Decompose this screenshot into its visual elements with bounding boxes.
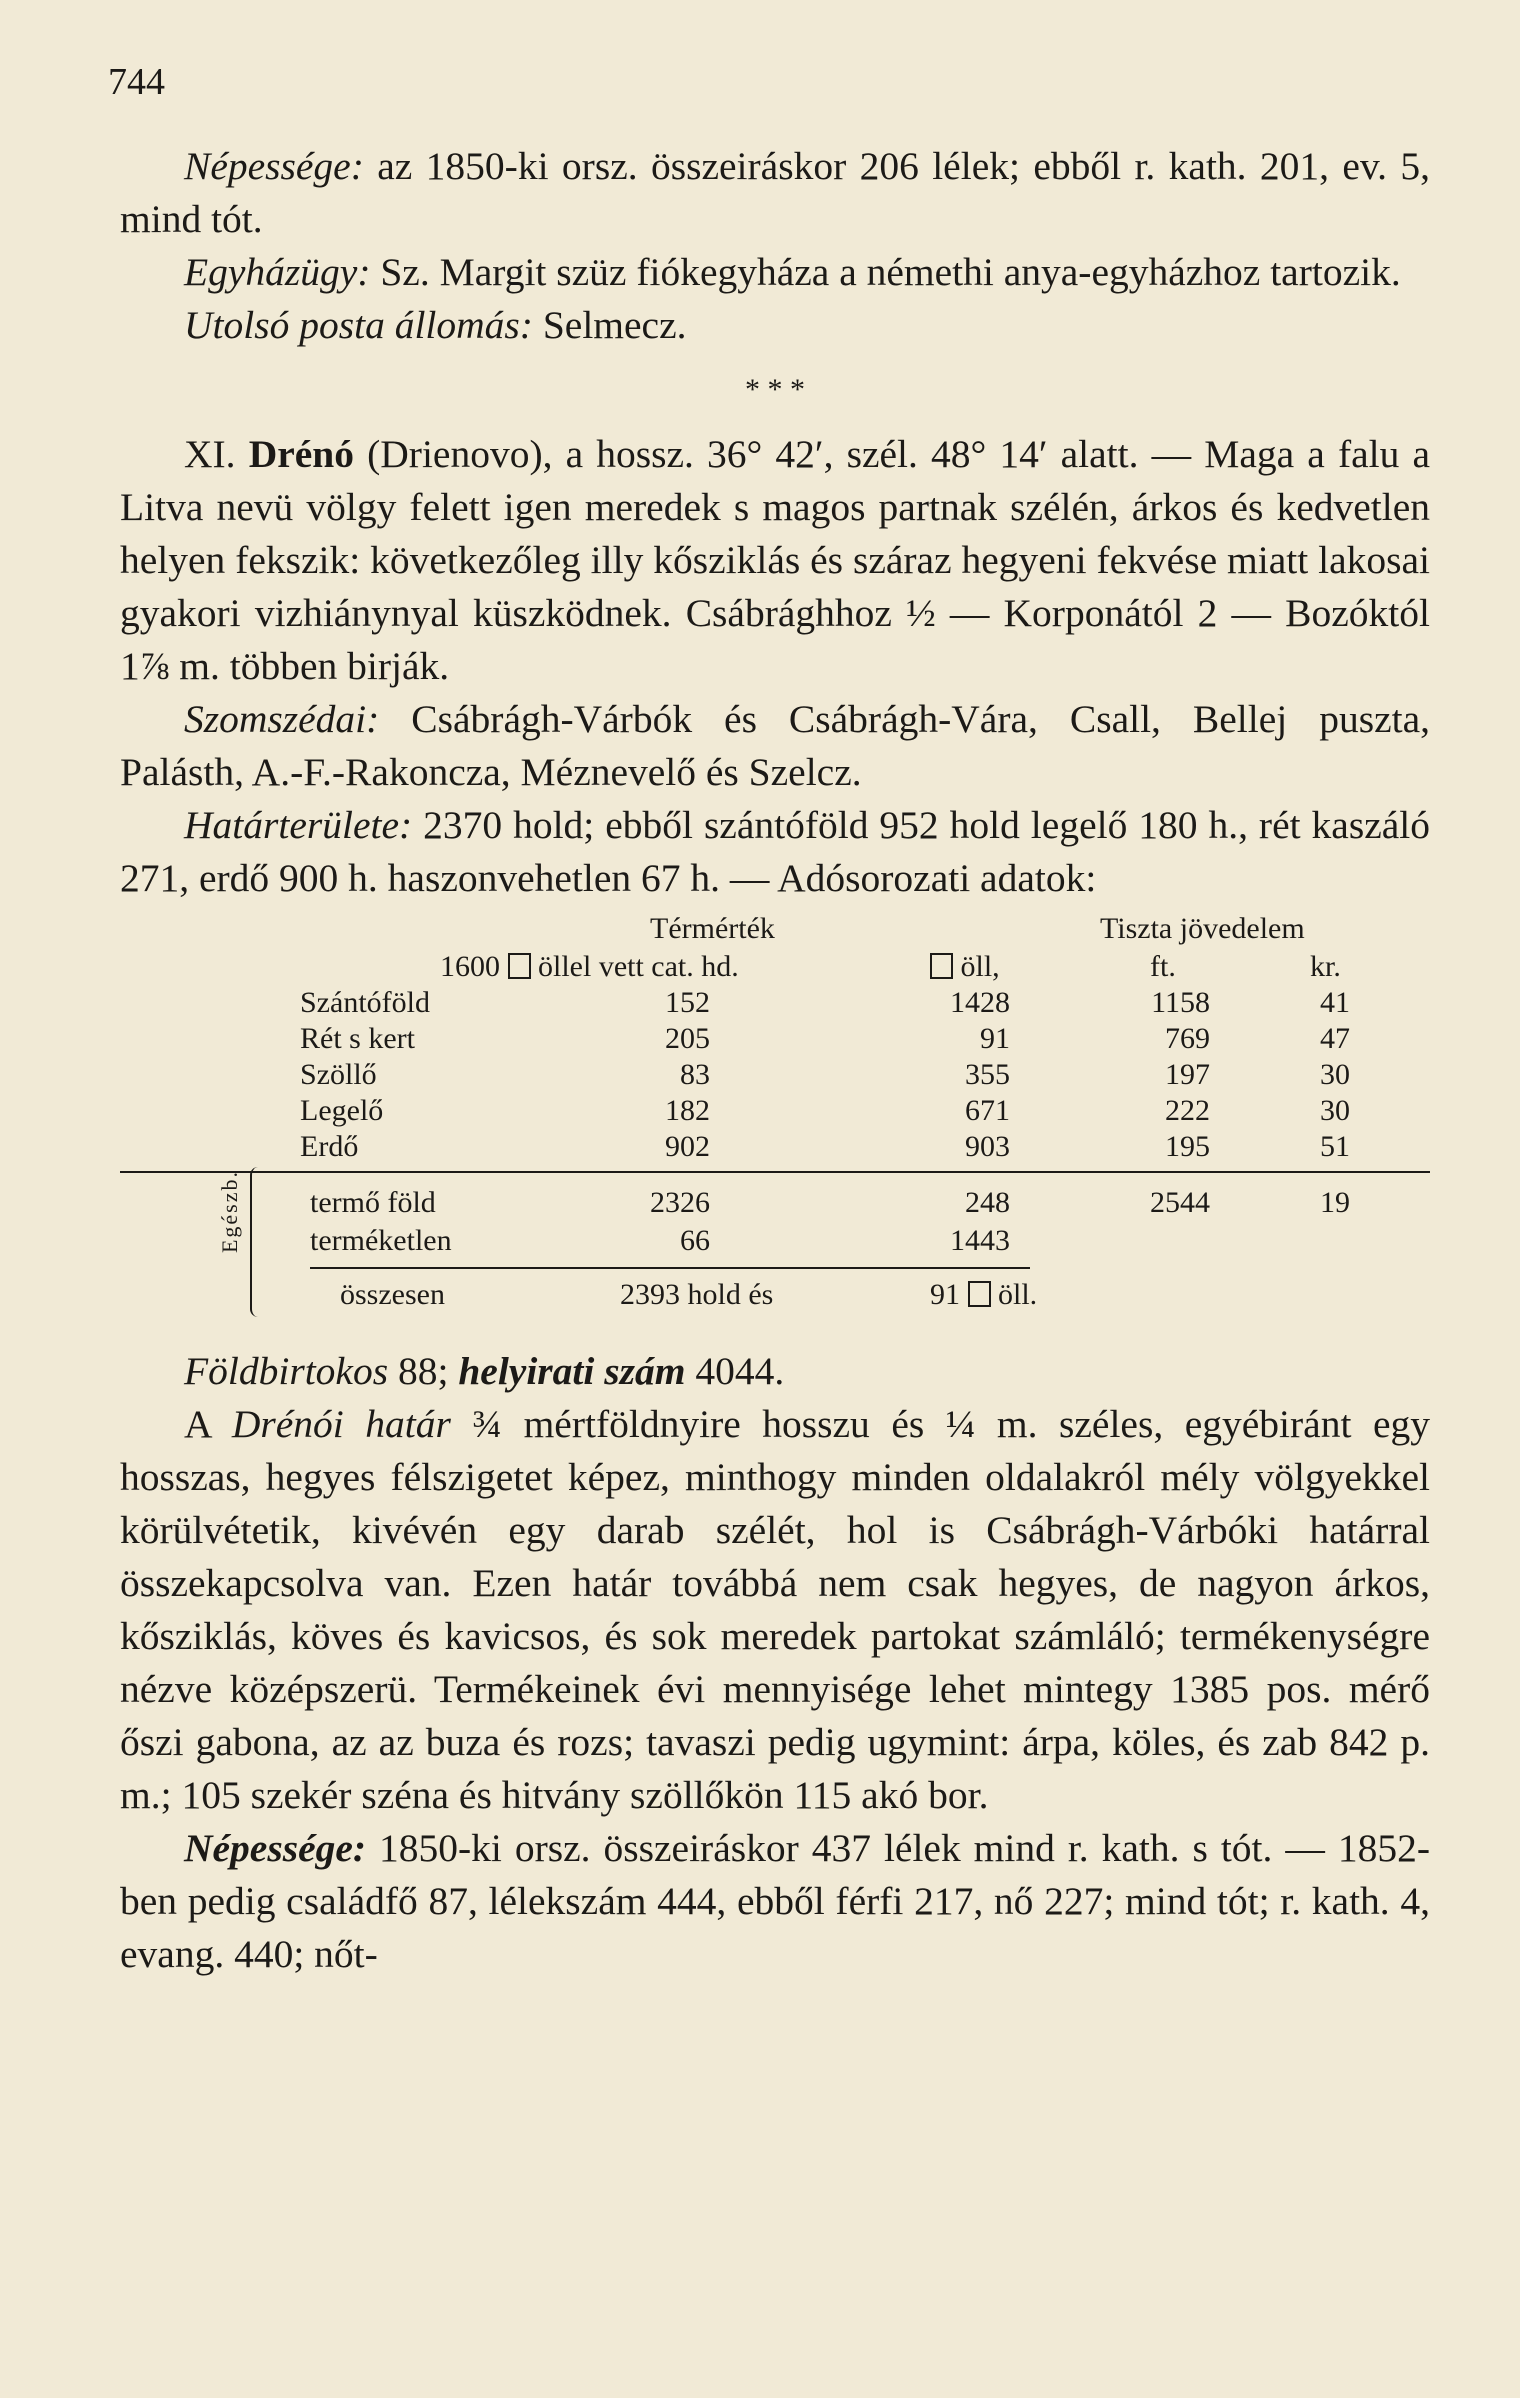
post-label: Utolsó posta állomás:: [184, 303, 533, 347]
row-oll: 91: [980, 1022, 1010, 1055]
drieno-heading-paragraph: [120, 428, 1430, 693]
neighbours-paragraph: [120, 693, 1430, 799]
row-kr: 30: [1320, 1094, 1350, 1127]
owners-label: Földbirtokos: [184, 1349, 389, 1393]
owners-paragraph: [120, 1345, 1430, 1398]
row-oll: 1428: [950, 986, 1010, 1019]
subhead-left: 1600 öllel vett cat. hd.: [440, 950, 739, 983]
population-paragraph-2: [120, 1822, 1430, 1981]
head-tiszta: Tiszta jövedelem: [1100, 912, 1305, 945]
neighbours-label: Szomszédai:: [184, 697, 380, 741]
page-body: [120, 140, 1430, 1981]
total-oll: 248: [965, 1186, 1010, 1219]
square-unit-icon: [968, 1281, 991, 1307]
sum-rule: [310, 1267, 1030, 1269]
population-label: Népessége:: [184, 144, 364, 188]
row-name: Rét s kert: [300, 1022, 415, 1055]
row-ft: 1158: [1151, 986, 1210, 1019]
row-hd: 182: [665, 1094, 710, 1127]
section-separator: * * *: [745, 373, 805, 406]
row-name: Szöllő: [300, 1058, 377, 1091]
square-unit-icon: [508, 953, 531, 979]
drieno-text: (Drienovo), a hossz. 36° 42′, szél. 48° 14′ alatt. — Maga a falu a Litva nevü völgy felett igen meredek s magos partnak szélén, árkos és kedvetlen helyen fekszik: következőleg illy kősziklás és száraz hegyeni fekvése miatt lakosai gyakori vizhiánynyal küszködnek. Csábrághhoz ½ — Korponától 2 — Bozóktól 1⅞ m. többen birják.: [120, 432, 1431, 688]
row-name: Erdő: [300, 1130, 359, 1163]
row-hd: 83: [680, 1058, 710, 1091]
totals-brace: [250, 1167, 264, 1317]
population-text-2: 1850-ki orsz. összeiráskor 437 lélek mind r. kath. s tót. — 1852-ben pedig családfő 87, lélekszám 444, ebből férfi 217, nő 227; mind tót; r. kath. 4, evang. 440; nőt-: [120, 1826, 1430, 1976]
row-hd: 902: [665, 1130, 710, 1163]
row-oll: 671: [965, 1094, 1010, 1127]
row-kr: 30: [1320, 1058, 1350, 1091]
register-text: 4044.: [685, 1349, 785, 1393]
row-kr: 47: [1320, 1022, 1350, 1055]
total-name: termő föld: [310, 1186, 436, 1219]
church-paragraph: [120, 246, 1430, 299]
sum-name: összesen: [340, 1278, 445, 1311]
row-oll: 355: [965, 1058, 1010, 1091]
boundary-text: ¾ mértföldnyire hosszu és ¼ m. széles, egyébiránt egy hosszas, hegyes félszigetet képez, minthogy minden oldalakról mély völgyekkel körülvétetik, kivévén egy darab szélét, hol is Csábrágh-Várbóki határral összekapcsolva van. Ezen határ továbbá nem csak hegyes, de nagyon árkos, kősziklás, köves és kavicsos, és sok meredek partokat számláló; termékenységre nézve középszerü. Termékeinek évi mennyisége lehet mintegy 1385 pos. mérő őszi gabona, az az buza és rozs; tavaszi pedig ugymint: árpa, köles, és zab 842 p. m.; 105 szekér széna és hitvány szöllőkön 115 akó bor.: [120, 1402, 1430, 1817]
row-ft: 769: [1165, 1022, 1210, 1055]
register-label: helyirati szám: [458, 1349, 686, 1393]
total-kr: 19: [1320, 1186, 1350, 1219]
area-text: 2370 hold; ebből szántóföld 952 hold legelő 180 h., rét kaszáló 271, erdő 900 h. haszonvehetlen 67 h. — Adósorozati adatok:: [120, 803, 1430, 900]
church-label: Egyházügy:: [184, 250, 371, 294]
row-hd: 205: [665, 1022, 710, 1055]
row-name: Legelő: [300, 1094, 384, 1127]
table-rule: [120, 1171, 1430, 1173]
total-oll: 1443: [950, 1224, 1010, 1257]
owners-text: 88;: [388, 1349, 459, 1393]
row-oll: 903: [965, 1130, 1010, 1163]
totals-side-label: Egészb.: [217, 1170, 242, 1254]
row-ft: 195: [1165, 1130, 1210, 1163]
subhead-oll: öll,: [930, 949, 1000, 985]
tax-table: [120, 905, 1430, 1345]
area-paragraph: [120, 799, 1430, 905]
subhead-kr: kr.: [1310, 950, 1341, 983]
row-kr: 41: [1320, 986, 1350, 1019]
square-unit-icon: [930, 953, 953, 979]
post-paragraph: [120, 299, 1430, 352]
row-ft: 197: [1165, 1058, 1210, 1091]
page-number: 744: [108, 61, 165, 103]
total-name: terméketlen: [310, 1224, 452, 1257]
area-label: Határterülete:: [184, 803, 413, 847]
total-hd: 66: [680, 1224, 710, 1257]
sum-oll: 91 öll.: [930, 1278, 1038, 1311]
row-kr: 51: [1320, 1130, 1350, 1163]
sum-hd: 2393 hold és: [620, 1278, 774, 1311]
row-name: Szántóföld: [300, 986, 430, 1019]
neighbours-text: Csábrágh-Várbók és Csábrágh-Vára, Csall, Bellej puszta, Palásth, A.-F.-Rakoncza, Méznevelő és Szelcz.: [120, 697, 1430, 794]
population-label-2: Népessége:: [184, 1826, 367, 1870]
row-hd: 152: [665, 986, 710, 1019]
population-paragraph-1: [120, 140, 1430, 246]
row-ft: 222: [1165, 1094, 1210, 1127]
boundary-label: Drénói határ: [231, 1402, 451, 1446]
boundary-lead: A: [184, 1402, 232, 1446]
boundary-paragraph: [120, 1398, 1430, 1822]
village-name: Drénó: [248, 432, 354, 476]
subhead-ft: ft.: [1150, 950, 1176, 983]
population-text: az 1850-ki orsz. összeiráskor 206 lélek; ebből r. kath. 201, ev. 5, mind tót.: [120, 144, 1430, 241]
church-text: Sz. Margit szüz fiókegyháza a némethi anya-egyházhoz tartozik.: [370, 250, 1401, 294]
post-text: Selmecz.: [532, 303, 687, 347]
total-hd: 2326: [650, 1186, 710, 1219]
head-termertek: Térmérték: [650, 912, 775, 945]
total-ft: 2544: [1150, 1186, 1210, 1219]
section-number: XI.: [184, 432, 249, 476]
